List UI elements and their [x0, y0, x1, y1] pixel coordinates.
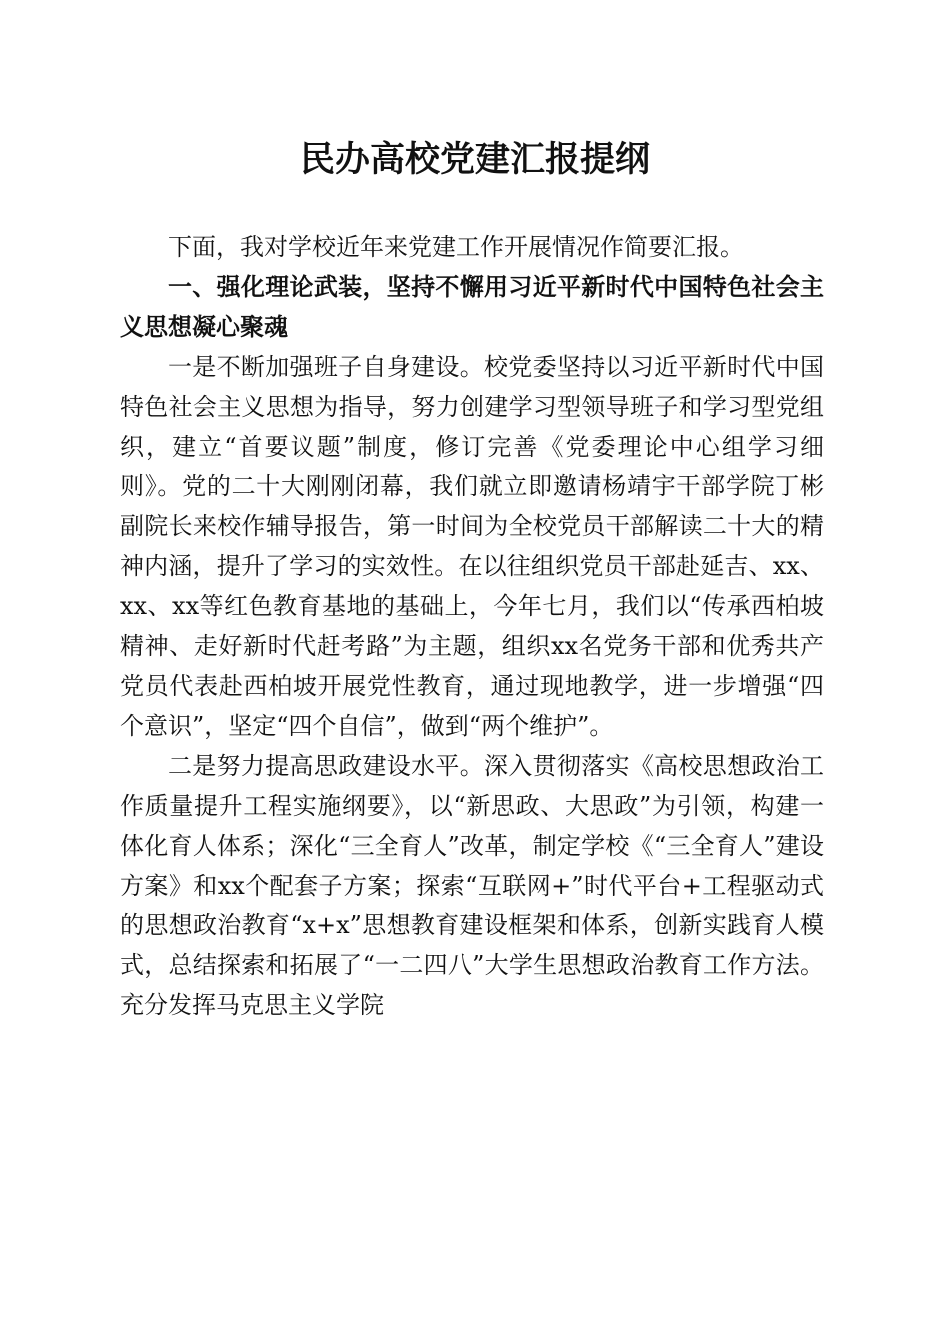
body-paragraph-2 — [120, 747, 824, 1026]
body-paragraph-1 — [120, 348, 824, 747]
paragraph-text-1: 校党委坚持以习近平新时代中国特色社会主义思想为指导，努力创建学习型领导班子和学习型党组织，建立“首要议题”制度，修订完善《党委理论中心组学习细则》。党的二十大刚刚闭幕，我们就立即邀请杨靖宇干部学院丁彬副院长来校作辅导报告，第一时间为全校党员干部解读二十大的精神内涵，提升了学习的实效性。在以往组织党员干部赴延吉、xx、xx、xx等红色教育基地的基础上，今年七月，我们以“传承西柏坡精神、走好新时代赶考路”为主题，组织xx名党务干部和优秀共产党员代表赴西柏坡开展党性教育，通过现地教学，进一步增强“四个意识”，坚定“四个自信”，做到“两个维护”。 — [120, 352, 824, 740]
paragraph-lead-2: 二是努力提高思政建设水平。 — [168, 751, 484, 780]
document-title: 民办高校党建汇报提纲 — [299, 139, 650, 180]
paragraph-lead-1: 一是不断加强班子自身建设。 — [168, 352, 484, 381]
section-heading-1: 一、强化理论武装，坚持不懈用习近平新时代中国特色社会主义思想凝心聚魂 — [120, 272, 824, 341]
paragraph-text-2: 深入贯彻落实《高校思想政治工作质量提升工程实施纲要》，以“新思政、大思政”为引领，构建一体化育人体系；深化“三全育人”改革，制定学校《“三全育人”建设方案》和xx个配套子方案；探索“互联网+”时代平台+工程驱动式的思想政治教育“x+x”思想教育建设框架和体系，创新实践育人模式，总结探索和拓展了“一二四八”大学生思想政治教育工作方法。充分发挥马克思主义学院 — [120, 751, 824, 1020]
intro-paragraph: 下面，我对学校近年来党建工作开展情况作简要汇报。 — [168, 233, 744, 261]
document-body — [120, 228, 824, 1026]
